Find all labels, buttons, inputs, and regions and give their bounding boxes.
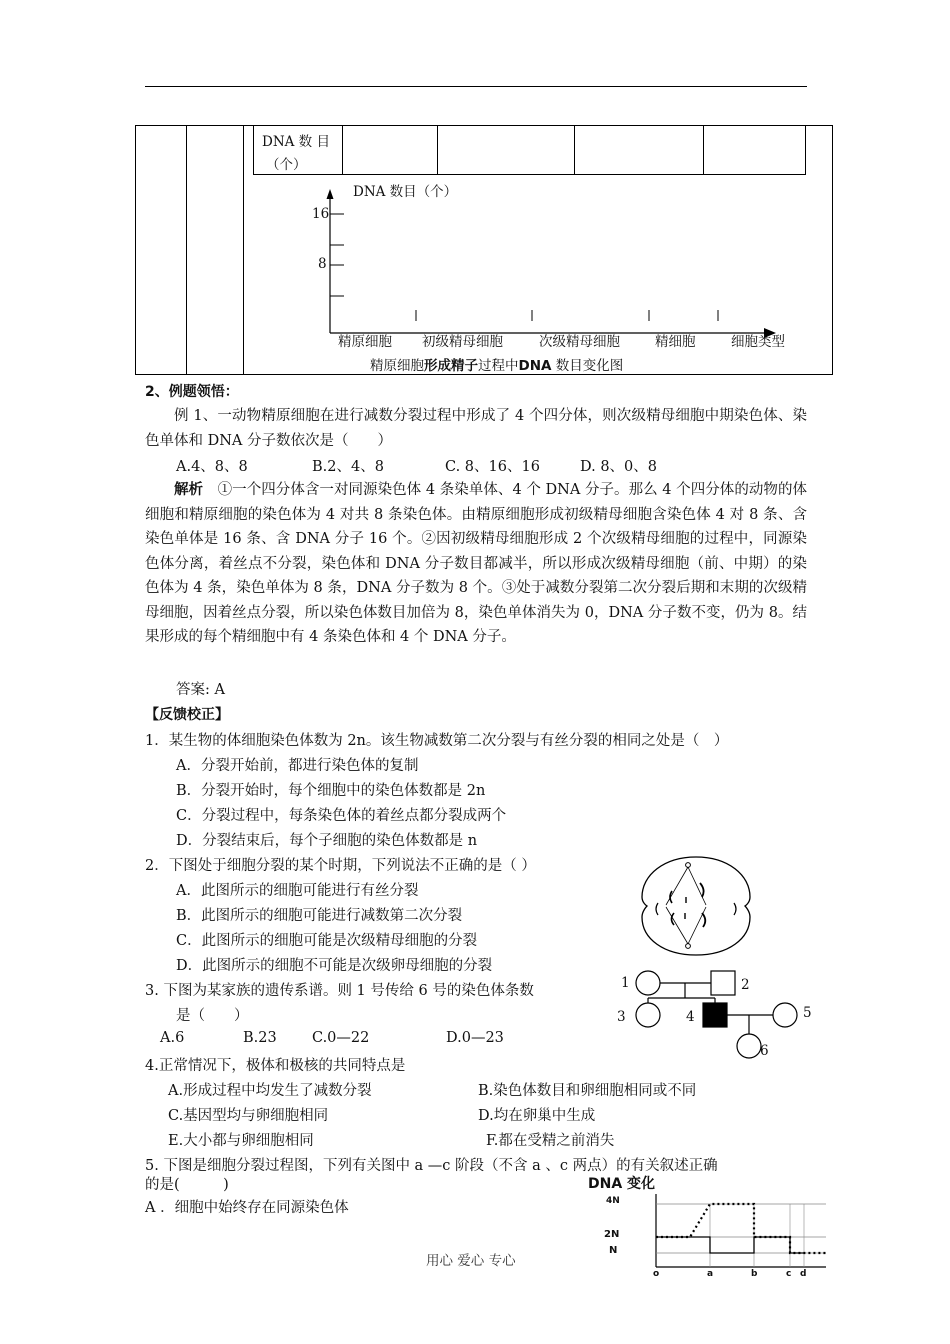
dna-row-unit: （个） (266, 157, 307, 173)
q3-option: A.6 (160, 1030, 185, 1046)
x-label: 初级精母细胞 (422, 334, 503, 350)
header-rule (145, 86, 807, 87)
q4-stem: 4.正常情况下，极体和极核的共同特点是 (145, 1058, 406, 1074)
dna-table-col (703, 125, 704, 175)
dna-table-col (437, 125, 438, 175)
q1-option: C．分裂过程中，每条染色体的着丝点都分裂成两个 (176, 808, 507, 824)
graph-caption: 精原细胞形成精子过程中DNA 数目变化图 (370, 358, 624, 374)
q1-option: A．分裂开始前，都进行染色体的复制 (176, 758, 419, 774)
q4-option: E.大小都与卵细胞相同 (168, 1133, 314, 1149)
example-question: 例 1、一动物精原细胞在进行减数分裂过程中形成了 4 个四分体，则次级精母细胞中期染色体、染色单体和 DNA 分子数依次是（ ） (145, 408, 807, 449)
example-answer: 答案: A (176, 682, 225, 698)
dna-chart-y-label: N (609, 1245, 618, 1256)
y-tick-label: 16 (312, 206, 330, 222)
pedigree-label: 4 (686, 1009, 695, 1025)
dna-count-table (253, 125, 806, 175)
individual-2 (711, 971, 735, 995)
q2-option: A．此图所示的细胞可能进行有丝分裂 (176, 883, 419, 899)
example-analysis: 解析 ①一个四分体含一对同源染色体 4 条染单体、4 个 DNA 分子。那么 4 个四分体的动物的体细胞和精原细胞的染色体为 4 对共 8 条染色体。由精原细胞形成初级精母细胞含染色体 4 对 8 条、含染色单体是 16 条、含 DNA 分子 16 个。②因初级精母细胞形成 2 个次级精母细胞的过程中，同源染色体分离，着丝点不分裂，染色体和 DNA 分子数目都减半，所以形成次级精母细胞（前、中期）的染色体为 4 条，染色单体为 8 条，DNA 分子数为 8 个。③处于减数分裂第二次分裂后期和末期的次级精母细胞，因着丝点分裂，所以染色体数目加倍为 8，染色单体消失为 0，DNA 分子数不变，仍为 8。结果形成的每个精细胞中有 4 条染色体和 4 个 DNA 分子。 (145, 482, 808, 645)
q3-stem: 3. 下图为某家族的遗传系谱。则 1 号传给 6 号的染色体条数 (145, 983, 534, 999)
q3-option: C.0—22 (312, 1030, 370, 1046)
pedigree-label: 1 (621, 975, 630, 991)
individual-5 (773, 1003, 797, 1027)
table-divider (186, 125, 187, 375)
dna-chart-x-label: c (786, 1269, 792, 1279)
q3-option: B.23 (243, 1030, 277, 1046)
table-divider (243, 125, 244, 375)
q5-option: A ．细胞中始终存在同源染色体 (145, 1200, 349, 1216)
dna-table-col (342, 125, 343, 175)
cell-division-figure (636, 853, 756, 959)
q4-option: A.形成过程中均发生了减数分裂 (168, 1083, 372, 1099)
feedback-heading: 【反馈校正】 (145, 707, 229, 723)
x-axis-title: 细胞类型 (731, 334, 785, 350)
dna-chart-x-label: o (653, 1269, 660, 1279)
y-tick-label: 8 (318, 256, 327, 272)
page-footer: 用心 爱心 专心 (426, 1253, 516, 1269)
q4-option: F.都在受精之前消失 (486, 1133, 615, 1149)
dna-change-chart (630, 1190, 830, 1280)
q4-option: D.均在卵巢中生成 (478, 1108, 596, 1124)
x-label: 精细胞 (655, 334, 696, 350)
pedigree-chart (610, 962, 820, 1062)
q5-stem: 5. 下图是细胞分裂过程图，下列有关图中 a —c 阶段（不含 a 、c 两点）的有关叙述正确 (145, 1158, 718, 1174)
option: D. 8、0、8 (580, 459, 658, 475)
q2-option: D．此图所示的细胞不可能是次级卵母细胞的分裂 (176, 958, 493, 974)
q2-option: B．此图所示的细胞可能进行减数第二次分裂 (176, 908, 463, 924)
dna-chart-title: DNA 变化 (588, 1176, 656, 1192)
pedigree-label: 2 (741, 977, 750, 993)
dna-chart-y-label: 4N (606, 1196, 620, 1206)
q1-stem: 1．某生物的体细胞染色体数为 2n。该生物减数第二次分裂与有丝分裂的相同之处是（ ） (145, 733, 729, 749)
dna-chart-x-label: b (751, 1269, 758, 1279)
q1-option: B．分裂开始时，每个细胞中的染色体数都是 2n (176, 783, 486, 799)
q4-option: B.染色体数目和卵细胞相同或不同 (478, 1083, 697, 1099)
individual-6 (737, 1034, 761, 1058)
q3-option: D.0—23 (446, 1030, 504, 1046)
q3-stem-cont: 是（ ） (176, 1008, 249, 1024)
individual-1 (636, 971, 660, 995)
q5-stem-cont: 的是( ) (145, 1177, 229, 1193)
pedigree-label: 3 (617, 1009, 626, 1025)
pedigree-label: 6 (760, 1043, 769, 1059)
q4-option: C.基因型均与卵细胞相同 (168, 1108, 329, 1124)
dna-chart-x-label: a (707, 1269, 714, 1279)
q2-option: C．此图所示的细胞可能是次级精母细胞的分裂 (176, 933, 478, 949)
x-label: 精原细胞 (338, 334, 392, 350)
graph-y-label: DNA 数目（个） (353, 184, 458, 200)
q1-option: D．分裂结束后，每个子细胞的染色体数都是 n (176, 833, 478, 849)
dna-table-col (574, 125, 575, 175)
individual-3 (636, 1003, 660, 1027)
dna-row-label: DNA 数 目 (262, 134, 330, 150)
dna-chart-x-label: d (800, 1269, 807, 1279)
individual-4 (703, 1003, 727, 1027)
q2-stem: 2．下图处于细胞分裂的某个时期，下列说法不正确的是（ ） (145, 858, 536, 874)
x-label: 次级精母细胞 (539, 334, 620, 350)
option: A.4、8、8 (176, 459, 248, 475)
example-heading: 2、例题领悟： (145, 384, 239, 400)
option: B.2、4、8 (312, 459, 384, 475)
pedigree-label: 5 (803, 1005, 812, 1021)
option: C. 8、16、16 (445, 459, 540, 475)
dna-chart-y-label: 2N (604, 1229, 620, 1240)
y-axis-arrow (327, 189, 334, 199)
